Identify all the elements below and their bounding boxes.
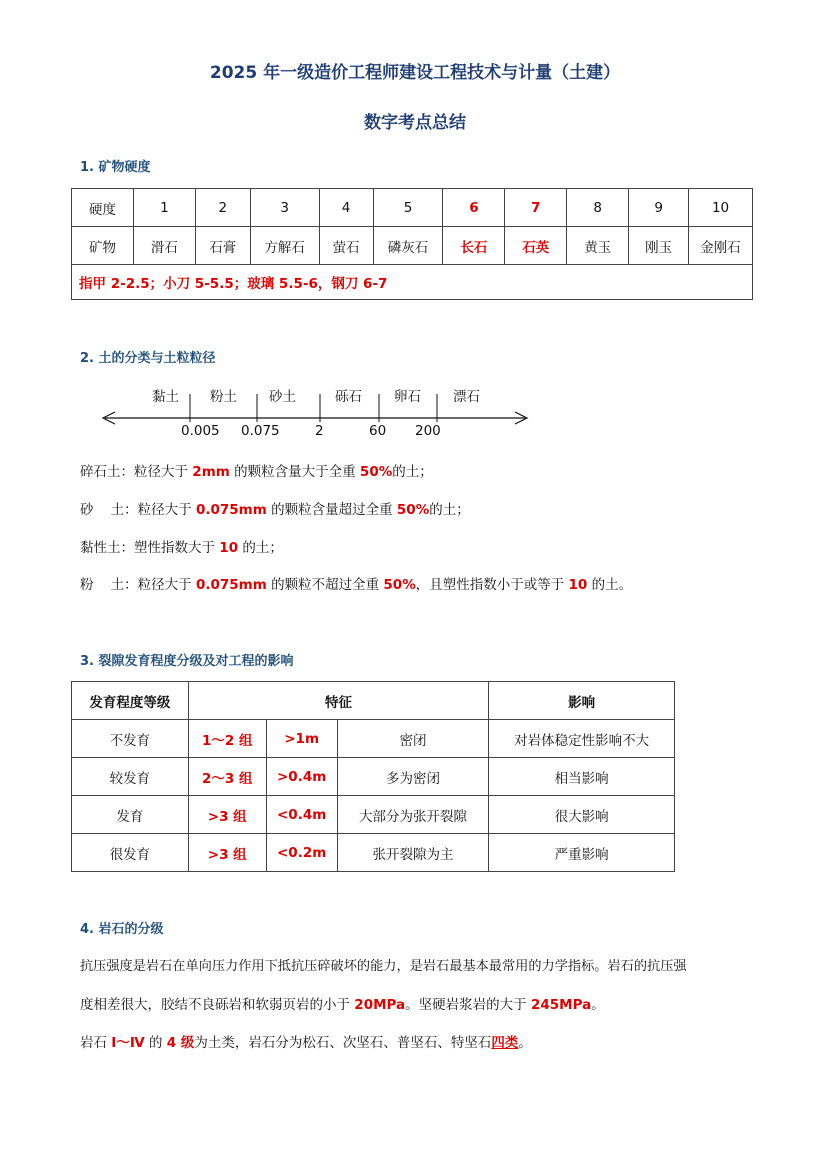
mineral-name: 方解石: [250, 227, 319, 265]
groups-cell: 1～2 组: [188, 720, 266, 758]
document-subtitle: 数字考点总结: [364, 113, 466, 133]
table-row: [72, 796, 675, 834]
note-row: [72, 265, 753, 300]
row-label: 矿物: [72, 227, 134, 265]
hardness-table: [71, 188, 753, 300]
tick-label: 60: [369, 423, 387, 439]
section1-heading: 1. 矿物硬度: [80, 160, 151, 175]
hardness-value: 1: [133, 189, 195, 227]
level-cell: 发育: [72, 796, 189, 834]
effect-cell: 严重影响: [489, 834, 675, 872]
hardness-value: 8: [567, 189, 629, 227]
effect-cell: 对岩体稳定性影响不大: [489, 720, 675, 758]
hardness-value: 7: [505, 189, 567, 227]
column-header: 特征: [188, 682, 489, 720]
effect-cell: 很大影响: [489, 796, 675, 834]
spacing-cell: <0.4m: [266, 796, 337, 834]
mineral-name: 金刚石: [689, 227, 753, 265]
fracture-table: [71, 681, 675, 872]
spacing-cell: <0.2m: [266, 834, 337, 872]
row-label: 硬度: [72, 189, 134, 227]
soil-type-label: 粉土: [210, 389, 237, 405]
section4-heading: 4. 岩石的分级: [80, 922, 164, 937]
tick-label: 0.075: [241, 423, 280, 439]
table-header-row: [72, 682, 675, 720]
soil-type-label: 黏土: [152, 389, 179, 405]
table-row: [72, 834, 675, 872]
soil-type-label: 漂石: [453, 389, 480, 405]
hardness-value: 5: [373, 189, 443, 227]
level-cell: 较发育: [72, 758, 189, 796]
mineral-name: 石英: [505, 227, 567, 265]
desc-cell: 密闭: [337, 720, 489, 758]
tick-label: 200: [415, 423, 441, 439]
hardness-value: 6: [443, 189, 505, 227]
tick-label: 0.005: [181, 423, 220, 439]
level-cell: 很发育: [72, 834, 189, 872]
hardness-note: 指甲 2-2.5；小刀 5-5.5；玻璃 5.5-6，钢刀 6-7: [72, 265, 753, 300]
soil-def-gravel: 碎石土：粒径大于 2mm 的颗粒含量大于全重 50%的土；: [80, 464, 433, 480]
groups-cell: 2～3 组: [188, 758, 266, 796]
mineral-name: 长石: [443, 227, 505, 265]
level-cell: 不发育: [72, 720, 189, 758]
desc-cell: 大部分为张开裂隙: [337, 796, 489, 834]
rock-paragraph-line3: 岩石 Ⅰ～Ⅳ 的 4 级为土类，岩石分为松石、次坚石、普坚石、特坚石四类。: [80, 1035, 532, 1051]
spacing-cell: >1m: [266, 720, 337, 758]
groups-cell: >3 组: [188, 796, 266, 834]
rock-paragraph-line1: 抗压强度是岩石在单向压力作用下抵抗压碎破坏的能力，是岩石最基本最常用的力学指标。岩石的抗压强: [80, 959, 687, 974]
section3-heading: 3. 裂隙发育程度分级及对工程的影响: [80, 654, 294, 669]
spacing-cell: >0.4m: [266, 758, 337, 796]
mineral-name: 滑石: [133, 227, 195, 265]
hardness-value: 10: [689, 189, 753, 227]
mineral-name: 黄玉: [567, 227, 629, 265]
mineral-name: 刚玉: [629, 227, 689, 265]
hardness-value: 9: [629, 189, 689, 227]
mineral-name: 石膏: [195, 227, 250, 265]
soil-def-clay: 黏性土：塑性指数大于 10 的土；: [80, 540, 283, 556]
column-header: 发育程度等级: [72, 682, 189, 720]
hardness-value: 4: [319, 189, 373, 227]
mineral-name: 磷灰石: [373, 227, 443, 265]
desc-cell: 多为密闭: [337, 758, 489, 796]
table-row: [72, 720, 675, 758]
hardness-value: 3: [250, 189, 319, 227]
soil-def-sand: 砂 土：粒径大于 0.075mm 的颗粒含量超过全重 50%的土；: [80, 502, 470, 518]
table-row: [72, 758, 675, 796]
tick-label: 2: [315, 423, 324, 439]
groups-cell: >3 组: [188, 834, 266, 872]
soil-type-label: 卵石: [394, 389, 421, 405]
soil-type-label: 砂土: [269, 389, 296, 405]
desc-cell: 张开裂隙为主: [337, 834, 489, 872]
column-header: 影响: [489, 682, 675, 720]
hardness-row: [72, 189, 753, 227]
soil-type-label: 砾石: [335, 389, 362, 405]
mineral-row: [72, 227, 753, 265]
effect-cell: 相当影响: [489, 758, 675, 796]
mineral-name: 萤石: [319, 227, 373, 265]
soil-def-silt: 粉 土：粒径大于 0.075mm 的颗粒不超过全重 50%，且塑性指数小于或等于 10 的土。: [80, 577, 633, 593]
section2-heading: 2. 土的分类与土粒粒径: [80, 351, 216, 366]
document-title: 2025 年一级造价工程师建设工程技术与计量（土建）: [209, 63, 621, 83]
rock-paragraph-line2: 度相差很大，胶结不良砾岩和软弱页岩的小于 20MPa。坚硬岩浆岩的大于 245MPa。: [80, 997, 605, 1013]
hardness-value: 2: [195, 189, 250, 227]
